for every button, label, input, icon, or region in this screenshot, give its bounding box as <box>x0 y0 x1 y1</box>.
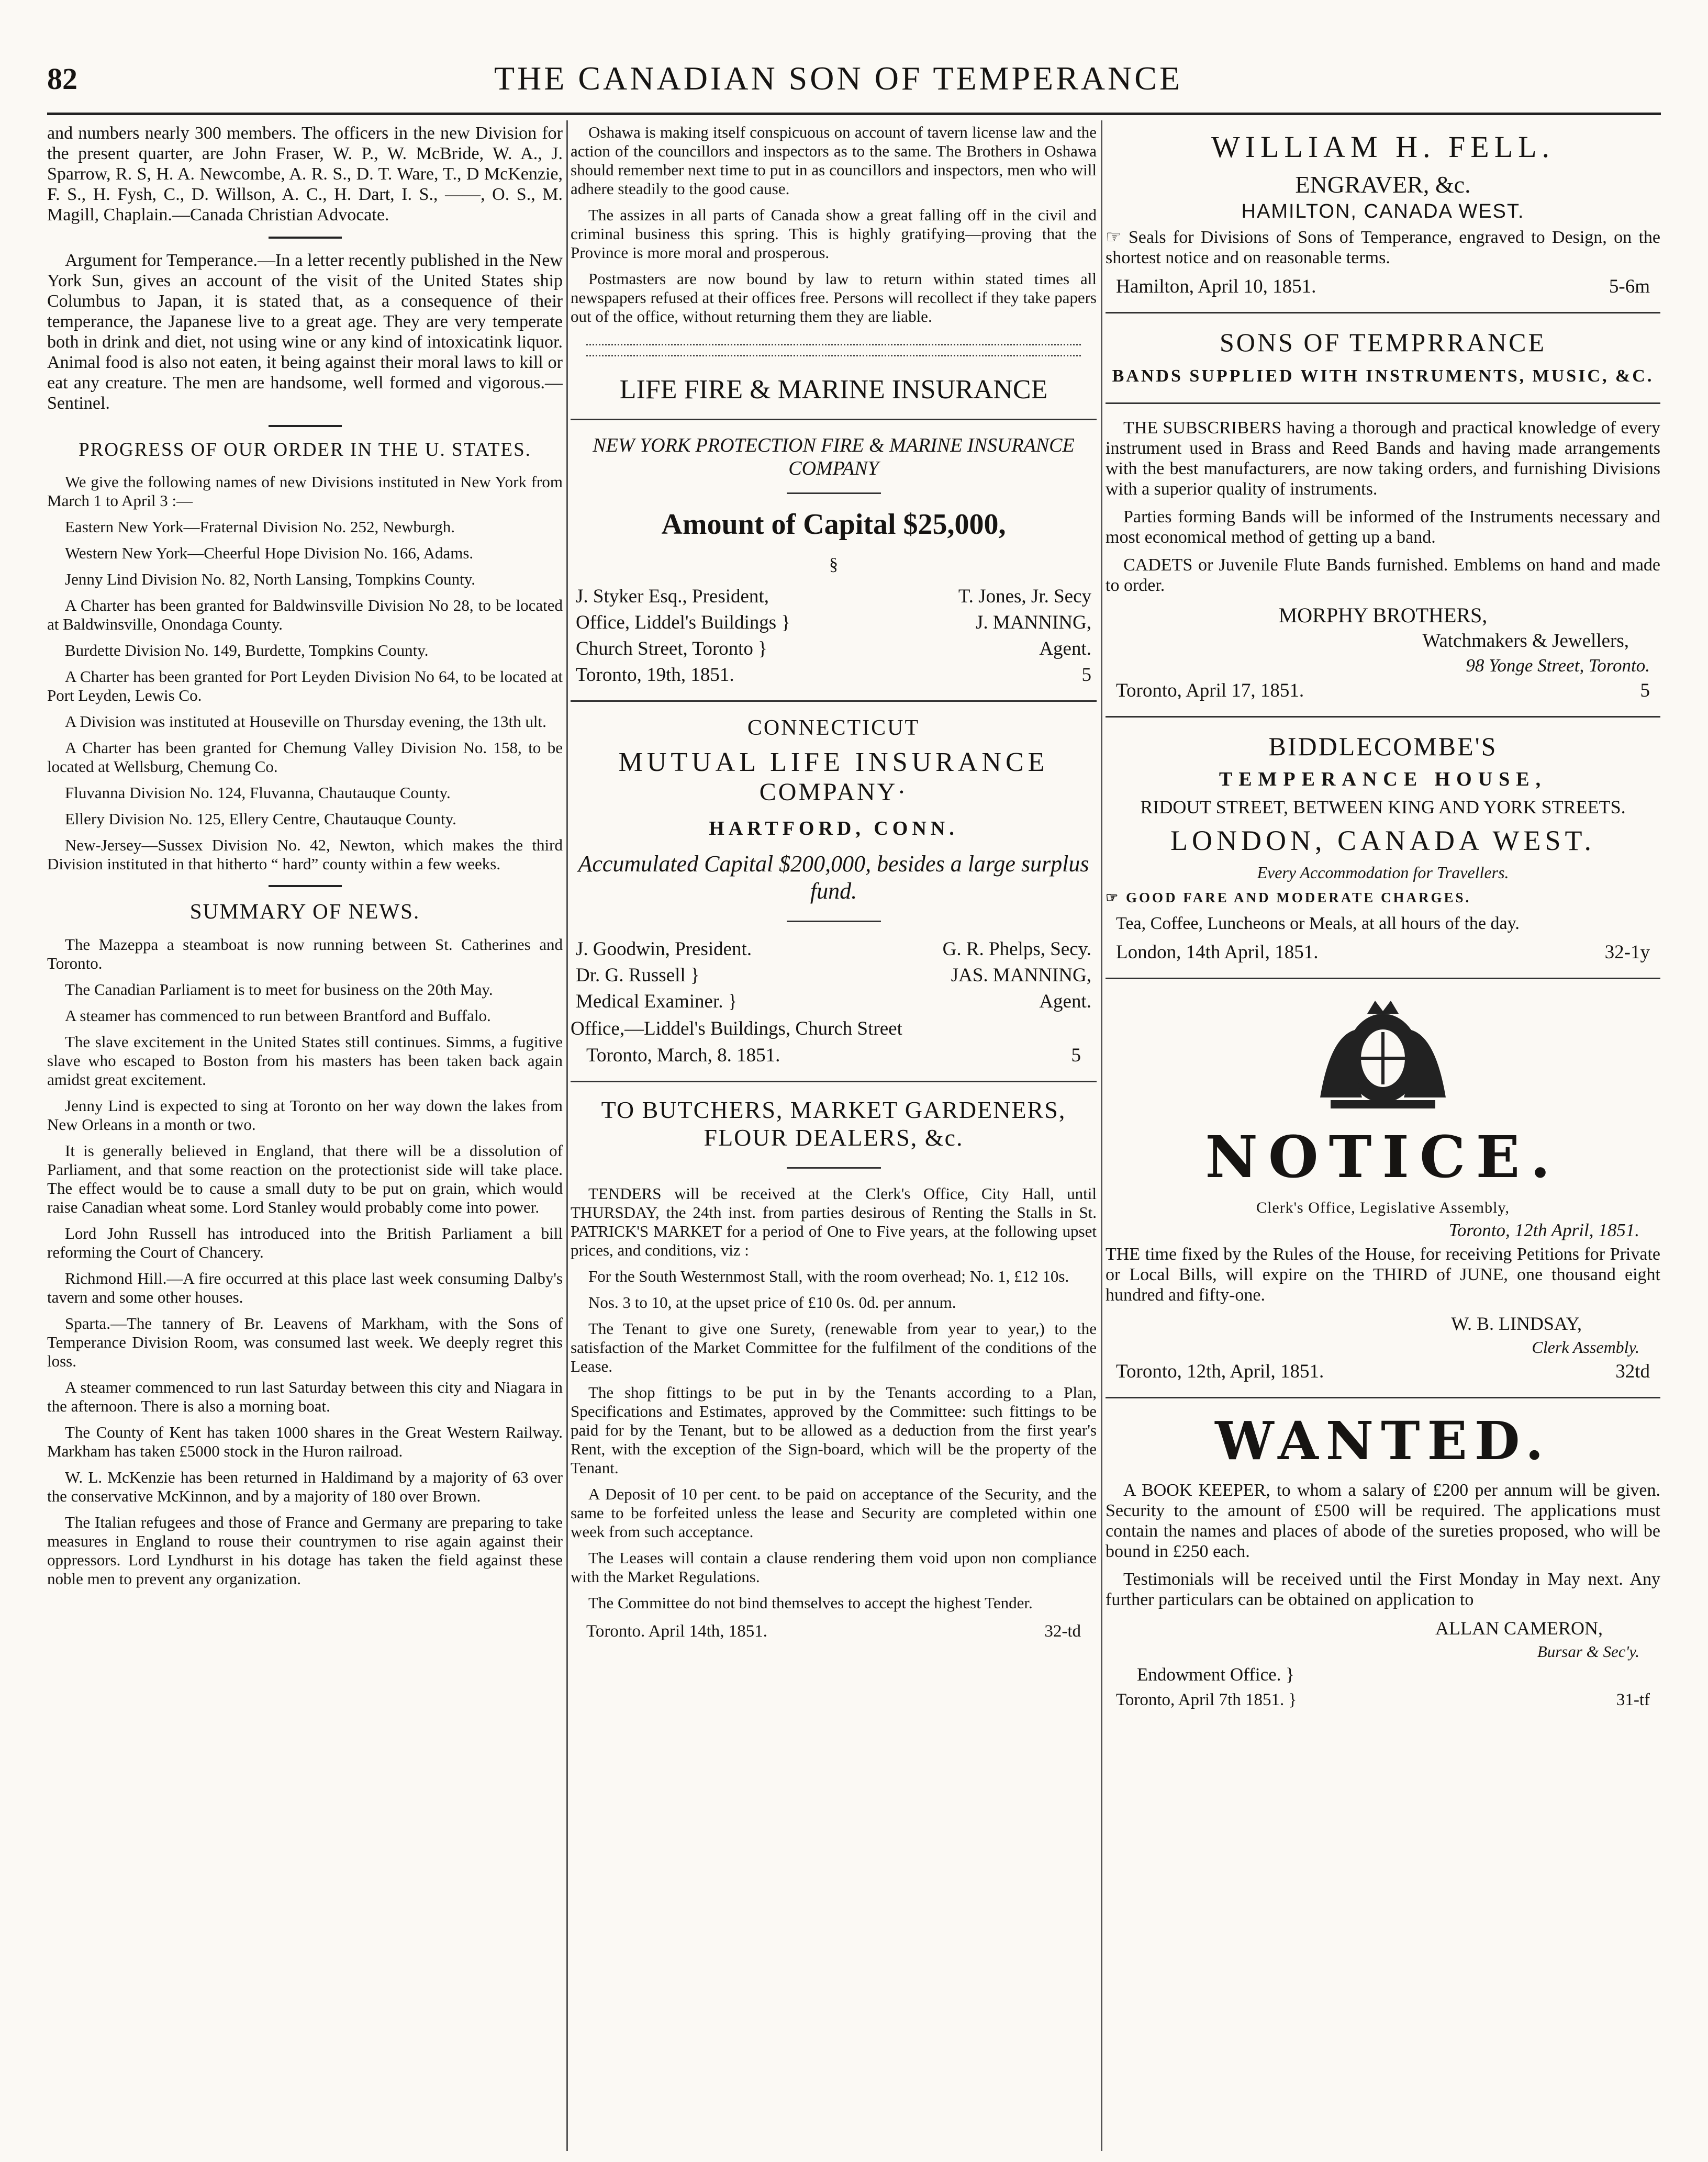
short-rule <box>269 237 342 239</box>
notice-date: Toronto, 12th, April, 1851. <box>1116 1361 1324 1382</box>
news-item: Jenny Lind is expected to sing at Toronto on her way down the lakes from New Orleans in a month or two. <box>47 1096 563 1134</box>
rule <box>1106 312 1660 313</box>
page-header <box>47 55 1629 102</box>
wanted-paragraph: A BOOK KEEPER, to whom a salary of £200 per annum will be given. Security to the amount of £500 will be required. The applications must contain the names and places of abode of the sureties proposed, who will be bound in £250 each. <box>1106 1481 1660 1561</box>
allan-cameron: ALLAN CAMERON, <box>1435 1618 1603 1639</box>
fell-place: HAMILTON, CANADA WEST. <box>1241 200 1525 222</box>
rule <box>1106 402 1660 404</box>
section-mark: § <box>829 555 838 574</box>
column-2 <box>571 123 1097 2148</box>
rule <box>1106 1397 1660 1398</box>
notice-place-date: Toronto, 12th April, 1851. <box>1448 1220 1639 1240</box>
ct-date: Toronto, March, 8. 1851. <box>586 1045 780 1066</box>
biddlecombe-heading: BIDDLECOMBE'S <box>1268 732 1498 761</box>
progress-list <box>47 473 563 873</box>
bursar: Bursar & Sec'y. <box>1537 1642 1639 1661</box>
progress-item: A Division was instituted at Houseville on Thursday evening, the 13th ult. <box>65 712 546 731</box>
ny-officer-row-cell: T. Jones, Jr. Secy <box>958 586 1091 607</box>
news-item: A steamer commenced to run last Saturday between this city and Niagara in the afternoon. There is also a morning boat. <box>47 1378 563 1415</box>
subscribers-paragraph: THE SUBSCRIBERS having a thorough and practical knowledge of every instrument used in Brass and Reed Bands and having made arrangements with the best manufacturers, are now taking orders, and furnishing Divisions with a superior quality of instruments. <box>1106 418 1660 499</box>
ny-officer-row <box>571 664 1097 687</box>
ct-officer-row <box>571 990 1097 1013</box>
progress-heading: PROGRESS OF OUR ORDER IN THE U. STATES. <box>79 439 531 461</box>
tender-paragraph: The Committee do not bind themselves to accept the highest Tender. <box>588 1594 1033 1612</box>
capital-amount: Amount of Capital $25,000, <box>661 508 1006 541</box>
column-1 <box>47 123 563 2148</box>
fell-name: WILLIAM H. FELL. <box>1211 130 1555 164</box>
tender-paragraph: TENDERS will be received at the Clerk's Office, City Hall, until THURSDAY, the 24th inst. from parties desirous of Renting the Stalls in St. PATRICK'S MARKET for a period of One to Five years, at the following upset prices, and conditions, viz : <box>571 1184 1097 1259</box>
progress-item: New-Jersey—Sussex Division No. 42, Newton, which makes the third Division instituted in that hitherto “ hard” county within a few weeks. <box>47 836 563 873</box>
news-item: W. L. McKenzie has been returned in Haldimand by a majority of 63 over the conservative McKinnon, and by a majority of 180 over Brown. <box>47 1468 563 1505</box>
rule <box>571 1081 1097 1082</box>
column-3 <box>1106 123 1660 2148</box>
ct-officer-row-cell: JAS. MANNING, <box>951 965 1091 986</box>
news-items <box>571 123 1097 326</box>
tender-paragraph: For the South Westernmost Stall, with the room overhead; No. 1, £12 10s. <box>588 1267 1069 1285</box>
mutual-life-heading: MUTUAL LIFE INSURANCE <box>618 747 1049 777</box>
tender-paragraph: The shop fittings to be put in by the Tenants according to a Plan, Specifications and Estimates, approved by the Committee: such fittings to be paid for by the Tenant, but to be allowed as a deduction from the first year's Rent, with the exception of the Sign-board, which will be the property of the Tenant. <box>571 1383 1097 1477</box>
column-divider <box>1101 120 1102 2151</box>
watchmakers: Watchmakers & Jewellers, <box>1422 630 1629 652</box>
butchers-date-row <box>571 1620 1097 1643</box>
london-canada-west: LONDON, CANADA WEST. <box>1170 825 1595 856</box>
fell-text: ☞ Seals for Divisions of Sons of Temperance, engraved to Design, on the shortest notice and on reasonable terms. <box>1106 228 1660 267</box>
notice-ref: 32td <box>1615 1361 1650 1382</box>
progress-item: Fluvanna Division No. 124, Fluvanna, Chautauque County. <box>65 783 451 802</box>
london-date: London, 14th April, 1851. <box>1116 942 1319 963</box>
progress-item: Jenny Lind Division No. 82, North Lansing, Tompkins County. <box>65 570 476 588</box>
london-ref: 32-1y <box>1604 942 1650 963</box>
argument-for-temperance-article: Argument for Temperance.—In a letter recently published in the New York Sun, gives an account of the visit of the United States ship Columbus to Japan, it is stated that, as a consequence of their temperance, the Japanese live to a great age. They are very temperate both in drink and diet, not using wine or any kind of intoxicatink liquor. Animal food is also not eaten, it being against their moral laws to kill or eat any creature. The men are handsome, well formed and vigorous.—Sentinel. <box>47 251 563 413</box>
news-item: It is generally believed in England, that there will be a dissolution of Parliament, and that some reaction on the protectionist side will take place. The effect would be to cause a small duty to be put on grain, which would raise Canadian wheat some. Lord Stanley would probably come into power. <box>47 1141 563 1216</box>
fell-date: Hamilton, April 10, 1851. <box>1116 276 1316 297</box>
progress-item: Burdette Division No. 149, Burdette, Tompkins County. <box>65 641 429 659</box>
page-number: 82 <box>47 62 77 96</box>
subscribers-text <box>1106 418 1660 596</box>
newspaper-title: THE CANADIAN SON OF TEMPERANCE <box>494 60 1183 97</box>
rule <box>1106 716 1660 718</box>
fell-trade: ENGRAVER, &c. <box>1295 171 1471 198</box>
tender-paragraph: The Leases will contain a clause rendering them void upon non compliance with the Market Regulations. <box>571 1549 1097 1586</box>
good-fare: ☞ GOOD FARE AND MODERATE CHARGES. <box>1106 890 1471 905</box>
endowment-date-row <box>1106 1688 1660 1711</box>
hartford-heading: HARTFORD, CONN. <box>709 817 958 839</box>
clerks-office: Clerk's Office, Legislative Assembly, <box>1256 1199 1510 1216</box>
every-accommodation: Every Accommodation for Travellers. <box>1257 863 1509 882</box>
butchers-heading: TO BUTCHERS, MARKET GARDENERS, FLOUR DEALERS, &c. <box>601 1096 1066 1151</box>
short-rule <box>269 885 342 887</box>
news-item: The County of Kent has taken 1000 shares in the Great Western Railway. Markham has taken £5000 stock in the Huron railroad. <box>47 1423 563 1460</box>
ny-officer-row-cell: Agent. <box>1039 638 1091 659</box>
accumulated-capital: Accumulated Capital $200,000, besides a large surplus fund. <box>578 851 1089 904</box>
wanted-text <box>1106 1480 1660 1610</box>
header-rule <box>47 113 1661 115</box>
ny-officer-row <box>571 611 1097 634</box>
notice-text: THE time fixed by the Rules of the House, for receiving Petitions for Private or Local Bills, will expire on the THIRD of JUNE, one thousand eight hundred and fifty-one. <box>1106 1245 1660 1305</box>
morphy-date: Toronto, April 17, 1851. <box>1116 680 1304 701</box>
ny-company-name: NEW YORK PROTECTION FIRE & MARINE INSURANCE COMPANY <box>593 434 1075 479</box>
clerk-assembly: Clerk Assembly. <box>1532 1338 1639 1357</box>
wanted-paragraph: Testimonials will be received until the First Monday in May next. Any further particulars can be obtained on application to <box>1106 1570 1660 1609</box>
lindsay-signature: W. B. LINDSAY, <box>1451 1313 1582 1334</box>
progress-item: Western New York—Cheerful Hope Division No. 166, Adams. <box>65 544 474 562</box>
news-item: The slave excitement in the United States still continues. Simms, a fugitive slave who escaped to Boston from his masters has been taken back again amidst great excitement. <box>47 1033 563 1089</box>
morphy-date-row <box>1106 679 1660 702</box>
column-divider <box>566 120 568 2151</box>
ny-officers <box>571 585 1097 687</box>
company-heading: COMPANY· <box>759 778 908 806</box>
notice-banner: NOTICE. <box>1205 1123 1561 1191</box>
endowment-date: Toronto, April 7th 1851. } <box>1116 1690 1297 1709</box>
fell-date-row <box>1106 275 1660 298</box>
division-officers-paragraph: and numbers nearly 300 members. The officers in the new Division for the present quarter, are John Fraser, W. P., W. McBride, W. A., J. Sparrow, R. S, H. A. Newcombe, A. R. S., D. T. Ware, T., D McKenzie, F. S., H. Fysh, C., D. Willson, A. C., H. Dart, I. S., ——, O. S., M. Magill, Chaplain.—Canada Christian Advocate. <box>47 124 563 225</box>
wavy-rule <box>586 344 1081 356</box>
progress-item: A Charter has been granted for Baldwinsville Division No 28, to be located at Baldwinsville, Onondaga County. <box>47 596 563 633</box>
london-date-row <box>1106 941 1660 964</box>
ct-officer-row <box>571 938 1097 961</box>
progress-item: We give the following names of new Divisions instituted in New York from March 1 to April 3 :— <box>47 473 563 510</box>
short-rule <box>787 492 881 494</box>
news-item: Postmasters are now bound by law to return within stated times all newspapers refused at their offices free. Persons will recollect if they take papers out of the office, without returning them they are liable. <box>571 270 1097 326</box>
morphy-brothers: MORPHY BROTHERS, <box>1278 603 1488 627</box>
progress-item: Eastern New York—Fraternal Division No. 252, Newburgh. <box>65 518 455 536</box>
temperance-house-heading: TEMPERANCE HOUSE, <box>1219 768 1547 790</box>
rule <box>571 700 1097 702</box>
wanted-banner: WANTED. <box>1215 1410 1551 1472</box>
endowment-office: Endowment Office. } <box>1137 1664 1294 1685</box>
tender-paragraph: Nos. 3 to 10, at the upset price of £10 0s. 0d. per annum. <box>588 1293 956 1312</box>
news-item: The assizes in all parts of Canada show a great falling off in the civil and criminal business this spring. This is highly gratifying—proving that the Province is more moral and prosperous. <box>571 206 1097 262</box>
ct-officer-row-cell: Dr. G. Russell } <box>576 965 700 986</box>
morphy-ref: 5 <box>1640 680 1650 701</box>
ny-officer-row-cell: Office, Liddel's Buildings } <box>576 612 791 633</box>
yonge-street: 98 Yonge Street, Toronto. <box>1466 655 1650 676</box>
ny-officer-row <box>571 637 1097 660</box>
ny-officer-row-cell: J. Styker Esq., President, <box>576 586 769 607</box>
connecticut-heading: CONNECTICUT <box>747 716 920 740</box>
butchers-ref: 32-td <box>1044 1622 1081 1641</box>
rule <box>1106 978 1660 979</box>
ny-officer-row-cell: 5 <box>1081 664 1091 686</box>
fell-ref: 5-6m <box>1609 276 1650 297</box>
news-item: The Italian refugees and those of France and Germany are preparing to take measures in England to rouse their countrymen to rise again against their oppressors. Lord Lyndhurst in his dotage has taken the field against these noble men to prevent any organization. <box>47 1513 563 1588</box>
ny-officer-row <box>571 585 1097 608</box>
news-item: Richmond Hill.—A fire occurred at this place last week consuming Dalby's tavern and some other houses. <box>47 1269 563 1306</box>
short-rule <box>787 1167 881 1169</box>
sons-heading: SONS OF TEMPRRANCE <box>1219 328 1546 357</box>
short-rule <box>787 921 881 922</box>
tea-coffee-text: Tea, Coffee, Luncheons or Meals, at all hours of the day. <box>1116 914 1520 933</box>
progress-item: A Charter has been granted for Chemung Valley Division No. 158, to be located at Wellsburg, Chemung Co. <box>47 738 563 776</box>
ny-officer-row-cell: Toronto, 19th, 1851. <box>576 664 734 686</box>
progress-item: A Charter has been granted for Port Leyden Division No 64, to be located at Port Leyden, Lewis Co. <box>47 667 563 704</box>
ct-officer-row-cell: Medical Examiner. } <box>576 991 738 1012</box>
ny-officer-row-cell: Church Street, Toronto } <box>576 638 767 659</box>
ct-officer-row-cell: G. R. Phelps, Secy. <box>942 938 1091 960</box>
ct-ref: 5 <box>1071 1045 1081 1066</box>
ridout-street: RIDOUT STREET, BETWEEN KING AND YORK STREETS. <box>1140 797 1626 817</box>
summary-heading: SUMMARY OF NEWS. <box>189 899 420 923</box>
news-item: The Canadian Parliament is to meet for business on the 20th May. <box>65 980 493 999</box>
bands-heading: BANDS SUPPLIED WITH INSTRUMENTS, MUSIC, &C. <box>1112 366 1654 386</box>
news-item: A steamer has commenced to run between Brantford and Buffalo. <box>65 1006 491 1025</box>
endowment-ref: 31-tf <box>1616 1690 1650 1709</box>
royal-coat-of-arms-icon <box>1299 993 1467 1118</box>
short-rule <box>269 425 342 427</box>
subscribers-paragraph: CADETS or Juvenile Flute Bands furnished. Emblems on hand and made to order. <box>1106 555 1660 595</box>
ct-officer-row <box>571 964 1097 987</box>
tender-paragraph: A Deposit of 10 per cent. to be paid on acceptance of the Security, and the same to be forfeited unless the lease and Security are completed within one week from such acceptance. <box>571 1485 1097 1541</box>
butchers-text <box>571 1184 1097 1612</box>
rule <box>571 419 1097 420</box>
progress-item: Ellery Division No. 125, Ellery Centre, Chautauque County. <box>65 810 456 828</box>
ct-office: Office,—Liddel's Buildings, Church Street <box>571 1018 902 1039</box>
life-insurance-heading: LIFE FIRE & MARINE INSURANCE <box>619 375 1048 405</box>
ct-officer-row-cell: J. Goodwin, President. <box>576 938 752 960</box>
subscribers-paragraph: Parties forming Bands will be informed of the Instruments necessary and most economical method of getting up a band. <box>1106 507 1660 547</box>
ny-officer-row-cell: J. MANNING, <box>976 612 1091 633</box>
news-item: Oshawa is making itself conspicuous on account of tavern license law and the action of the councillors and inspectors as to the same. The Brothers in Oshawa should remember next time to put in as councillors and inspectors, men who will adhere steadily to the good cause. <box>571 123 1097 198</box>
news-item: Lord John Russell has introduced into the British Parliament a bill reforming the Court of Chancery. <box>47 1224 563 1261</box>
news-item: Sparta.—The tannery of Br. Leavens of Markham, with the Sons of Temperance Division Room, was consumed last week. We deeply regret this loss. <box>47 1314 563 1370</box>
summary-list <box>47 935 563 1588</box>
ct-officers <box>571 938 1097 1013</box>
notice-date-row <box>1106 1360 1660 1383</box>
ct-date-row <box>571 1044 1097 1067</box>
ct-officer-row-cell: Agent. <box>1039 991 1091 1012</box>
news-item: The Mazeppa a steamboat is now running between St. Catherines and Toronto. <box>47 935 563 972</box>
butchers-date: Toronto. April 14th, 1851. <box>586 1622 768 1641</box>
tender-paragraph: The Tenant to give one Surety, (renewable from year to year,) to the satisfaction of the Market Committee for the fulfilment of the conditions of the Lease. <box>571 1319 1097 1375</box>
